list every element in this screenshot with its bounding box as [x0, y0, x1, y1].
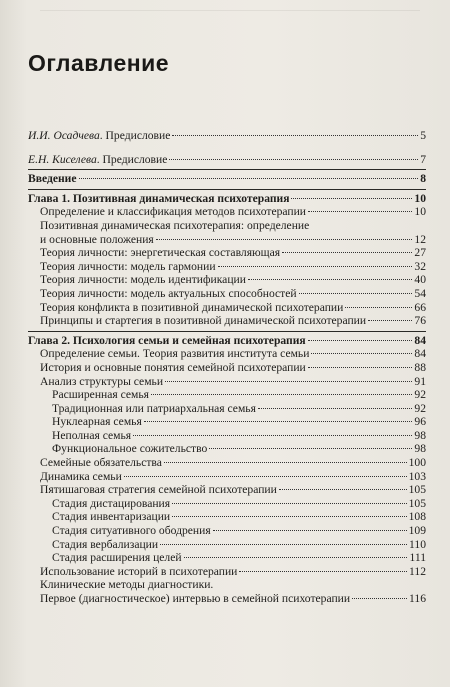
entry-label: Стадия инвентаризации — [52, 510, 171, 524]
page-title: Оглавление — [28, 50, 170, 76]
toc-entry[interactable] — [28, 470, 426, 484]
leader-dots — [308, 340, 413, 341]
page-number: 84 — [414, 347, 426, 361]
page-number: 10 — [414, 191, 426, 205]
toc-entry[interactable] — [28, 375, 426, 389]
toc-entry-chapter-1[interactable] — [28, 192, 426, 206]
page-bleed-through — [40, 10, 420, 17]
toc-entry[interactable] — [28, 510, 426, 524]
entry-label: Теория конфликта в позитивной динамической психотерапии — [40, 300, 344, 314]
leader-dots — [160, 544, 407, 545]
toc-entry[interactable] — [28, 388, 426, 402]
preface-label: . Предисловие — [96, 152, 168, 166]
leader-dots — [151, 394, 412, 395]
leader-dots — [133, 435, 412, 436]
leader-dots — [169, 159, 418, 160]
leader-dots — [172, 516, 406, 517]
leader-dots — [239, 571, 407, 572]
leader-dots — [79, 178, 419, 179]
leader-dots — [368, 320, 412, 321]
toc-entry[interactable] — [28, 456, 426, 470]
entry-label: Пятишаговая стратегия семейной психотерапии — [40, 483, 277, 497]
entry-label: Использование историй в психотерапии — [40, 564, 238, 578]
divider — [28, 169, 426, 170]
toc-entry[interactable] — [28, 205, 426, 219]
entry-label: Принципы и стартегия в позитивной динамической психотерапии — [40, 314, 367, 328]
toc-entry[interactable] — [28, 314, 426, 328]
entry-label: Стадия дистацирования — [52, 496, 171, 510]
entry-label: Первое (диагностическое) интервью в семейной психотерапии — [40, 592, 351, 605]
page-number: 98 — [414, 428, 426, 442]
page-number: 96 — [414, 415, 426, 429]
toc-entry-preface-2[interactable] — [28, 153, 426, 167]
page-number: 5 — [420, 129, 426, 142]
toc-entry[interactable] — [28, 287, 426, 301]
leader-dots — [279, 489, 407, 490]
leader-dots — [282, 252, 412, 253]
entry-label: и основные положения — [40, 232, 154, 246]
table-of-contents — [28, 129, 426, 606]
toc-entry[interactable] — [28, 551, 426, 565]
leader-dots — [165, 381, 412, 382]
leader-dots — [258, 408, 412, 409]
page-number: 7 — [420, 152, 426, 166]
leader-dots — [299, 293, 413, 294]
page-number: 98 — [414, 442, 426, 456]
toc-entry[interactable] — [28, 402, 426, 416]
page-number: 116 — [409, 592, 426, 605]
page-number: 92 — [414, 388, 426, 402]
chapter-label: Глава 2. Психология семьи и семейная психотерапия — [28, 333, 306, 347]
entry-label: Динамика семьи — [40, 469, 122, 483]
page-number: 32 — [414, 259, 426, 273]
leader-dots — [352, 598, 407, 599]
toc-entry[interactable] — [28, 483, 426, 497]
toc-entry[interactable] — [28, 260, 426, 274]
toc-entry-label-line: Клинические методы диагностики. — [40, 578, 214, 592]
toc-entry[interactable] — [28, 233, 426, 247]
page-number: 111 — [409, 551, 426, 565]
toc-entry[interactable] — [28, 415, 426, 429]
page-number: 40 — [414, 273, 426, 287]
divider — [28, 189, 426, 190]
entry-label: Теория личности: модель актуальных способностей — [40, 286, 297, 300]
preface-author: И.И. Осадчева — [28, 129, 100, 142]
leader-dots — [184, 557, 408, 558]
entry-label: Введение — [28, 172, 77, 186]
entry-label: Стадия вербализации — [52, 537, 159, 551]
page-number: 105 — [408, 483, 426, 497]
entry-label: Расширенная семья — [52, 388, 149, 402]
page-number: 92 — [414, 401, 426, 415]
entry-label: Стадия расширения целей — [52, 551, 182, 565]
page-number: 108 — [408, 510, 426, 524]
preface-label: . Предисловие — [99, 129, 171, 142]
toc-entry[interactable] — [28, 301, 426, 315]
entry-label: Стадия ситуативного ободрения — [52, 524, 211, 538]
page-number: 54 — [414, 286, 426, 300]
leader-dots — [311, 353, 412, 354]
page-number: 91 — [414, 374, 426, 388]
entry-label: Функциональное сожительство — [52, 442, 208, 456]
toc-entry-intro[interactable] — [28, 172, 426, 186]
toc-entry[interactable] — [28, 429, 426, 443]
page-number: 88 — [414, 360, 426, 374]
leader-dots — [291, 198, 412, 199]
page-number: 109 — [408, 524, 426, 538]
toc-entry[interactable] — [28, 524, 426, 538]
toc-entry[interactable] — [28, 497, 426, 511]
entry-label: Теория личности: модель гармонии — [40, 259, 216, 273]
page-number: 10 — [414, 205, 426, 219]
leader-dots — [172, 135, 418, 136]
toc-entry[interactable] — [28, 565, 426, 579]
page-number: 110 — [409, 537, 426, 551]
page-number: 27 — [414, 246, 426, 260]
page-number: 112 — [409, 564, 426, 578]
toc-entry[interactable] — [28, 592, 426, 606]
chapter-2-entries — [28, 347, 426, 605]
leader-dots — [218, 266, 413, 267]
entry-label: Теория личности: модель идентификации — [40, 273, 246, 287]
entry-label: Семейные обязательства — [40, 456, 162, 470]
leader-dots — [345, 307, 412, 308]
leader-dots — [172, 503, 407, 504]
leader-dots — [124, 476, 407, 477]
entry-label: Анализ структуры семьи — [40, 374, 164, 388]
leader-dots — [308, 211, 412, 212]
chapter-label: Глава 1. Позитивная динамическая психотерапия — [28, 191, 290, 205]
page-number: 76 — [414, 314, 426, 328]
preface-author: Е.Н. Киселева — [28, 152, 97, 166]
page-number: 100 — [408, 456, 426, 470]
leader-dots — [213, 530, 407, 531]
leader-dots — [209, 448, 412, 449]
toc-entry[interactable] — [28, 442, 426, 456]
entry-label: Теория личности: энергетическая составляющая — [40, 246, 281, 260]
divider — [28, 331, 426, 332]
chapter-1-entries — [28, 205, 426, 327]
entry-label: Традиционная или патриархальная семья — [52, 401, 256, 415]
leader-dots — [308, 367, 413, 368]
leader-dots — [248, 279, 412, 280]
entry-label: История и основные понятия семейной психотерапии — [40, 360, 306, 374]
entry-label: Определение семьи. Теория развития института семьи — [40, 347, 310, 361]
toc-entry[interactable] — [28, 273, 426, 287]
page-number: 8 — [420, 172, 426, 186]
leader-dots — [156, 239, 413, 240]
entry-label: Нуклеарная семья — [52, 415, 142, 429]
entry-label: Определение и классификация методов психотерапии — [40, 205, 307, 219]
page-number: 103 — [408, 469, 426, 483]
toc-entry-preface-1[interactable] — [28, 129, 426, 143]
page-number: 66 — [414, 300, 426, 314]
leader-dots — [164, 462, 407, 463]
toc-entry[interactable] — [28, 361, 426, 375]
toc-entry-chapter-2[interactable] — [28, 334, 426, 348]
leader-dots — [144, 421, 413, 422]
toc-entry[interactable] — [28, 538, 426, 552]
toc-entry-label-line: Позитивная динамическая психотерапия: определение — [40, 218, 310, 232]
toc-entry[interactable] — [28, 347, 426, 361]
toc-entry[interactable] — [28, 246, 426, 260]
page-number: 12 — [414, 232, 426, 246]
page-number: 84 — [414, 333, 426, 347]
entry-label: Неполная семья — [52, 428, 132, 442]
page-number: 105 — [408, 496, 426, 510]
